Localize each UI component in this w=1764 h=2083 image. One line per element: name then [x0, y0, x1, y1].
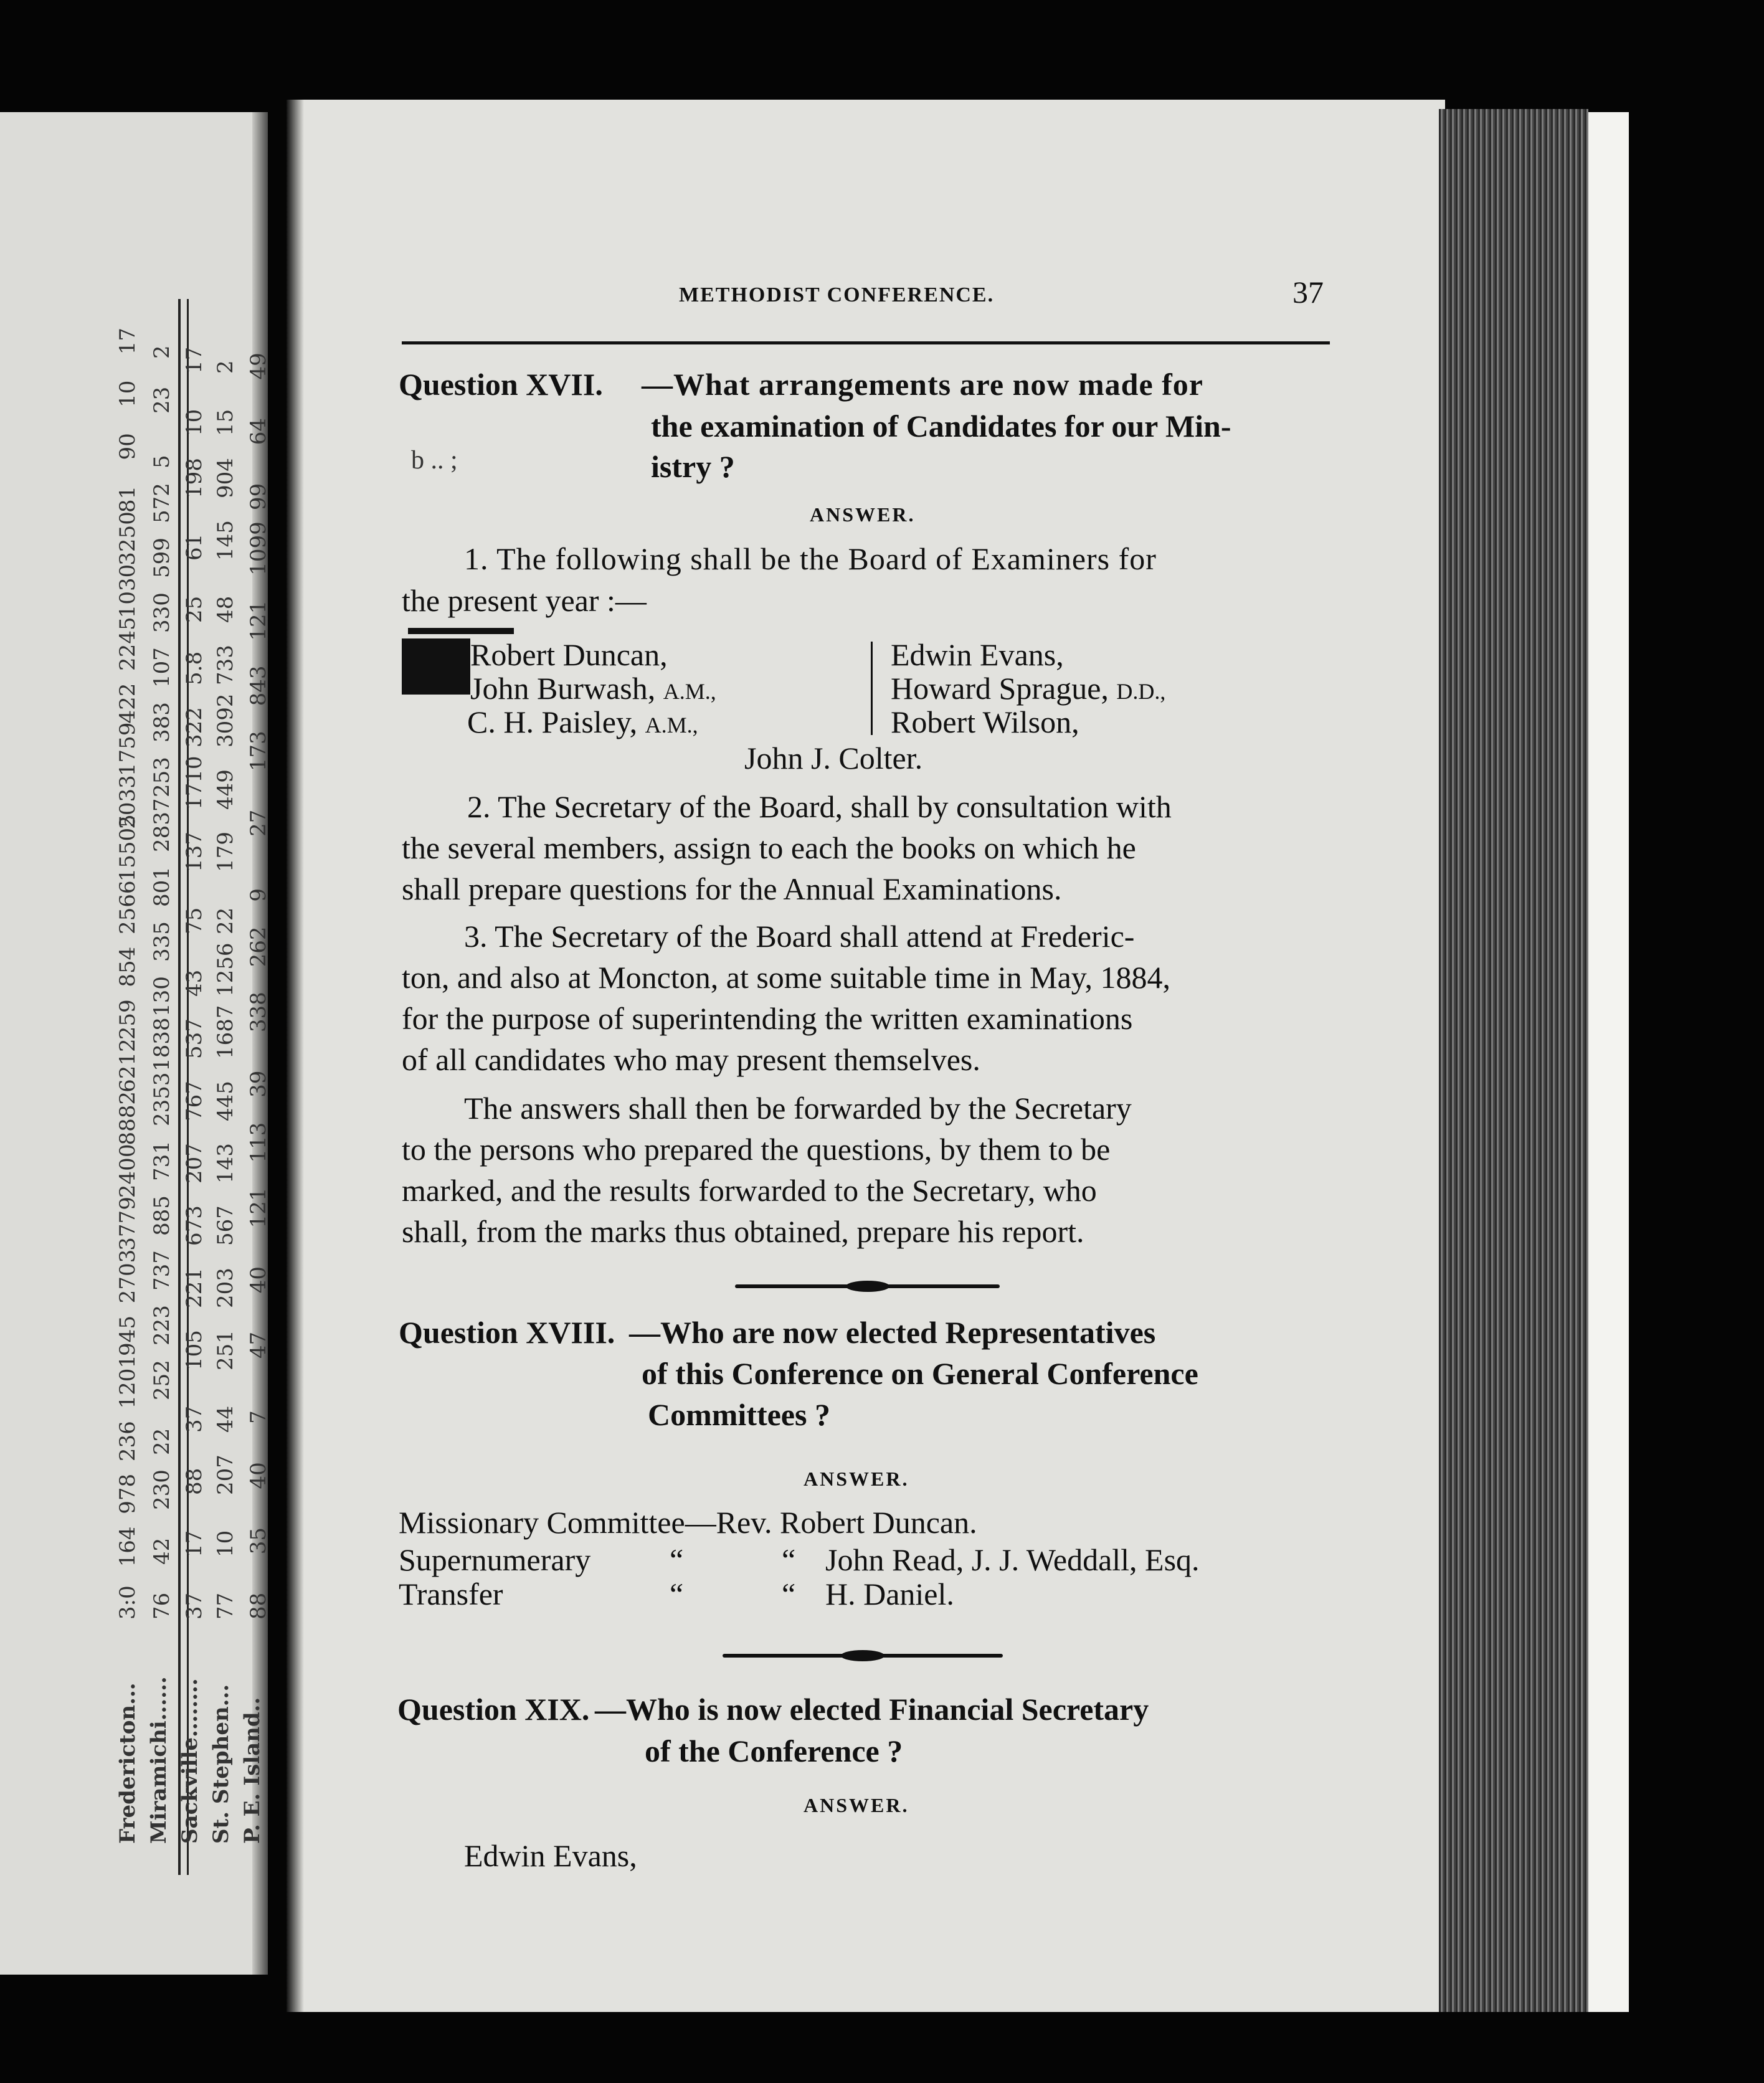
q18-row-supernumerary-name: John Read, J. J. Weddall, Esq. [825, 1542, 1200, 1577]
q17-p4-line1: The answers shall then be forwarded by the Secretary [464, 1091, 1132, 1126]
stats-cell: 61 [182, 533, 207, 561]
stats-cell: 731 [149, 1141, 174, 1181]
ink-blot [402, 638, 470, 695]
stats-cell: 44 [213, 1405, 238, 1433]
stats-cell: 2353 [149, 1072, 174, 1126]
stats-cell: 22 [149, 1428, 174, 1455]
q18-line3: Committees ? [648, 1397, 830, 1432]
stats-cell: 37 [182, 1592, 207, 1620]
stats-cell: 75 [182, 907, 207, 934]
q17-line3: istry ? [651, 449, 735, 484]
q18-row-supernumerary-ditto1: “ [670, 1542, 684, 1577]
stats-cell: 15505 [115, 814, 140, 882]
stats-cell: 42 [149, 1537, 174, 1565]
q17-p3-line3: for the purpose of superintending the written examinations [402, 1001, 1133, 1036]
stats-cell: 221 [182, 1268, 207, 1308]
stats-cell: 1099 [246, 521, 271, 576]
stats-cell: 383 [149, 702, 174, 743]
stats-cell: 88 [246, 1592, 271, 1620]
stats-cell: 143 [213, 1143, 238, 1184]
board-divider [871, 642, 873, 735]
q17-p2-line2: the several members, assign to each the books on which he [402, 830, 1136, 865]
q17-p4-line2: to the persons who prepared the questions, by them to be [402, 1132, 1111, 1167]
stats-cell: 3779 [115, 1197, 140, 1251]
stats-place-name: P. E. Island.. [240, 1697, 265, 1844]
q17-line2: the examination of Candidates for our Min- [651, 409, 1231, 444]
q19-line1: —Who is now elected Financial Secretary [595, 1692, 1149, 1727]
q17-label: Question XVII. [399, 367, 603, 402]
q17-p3-line2: ton, and also at Moncton, at some suitable time in May, 1884, [402, 960, 1171, 995]
stats-cell: 1710 [182, 756, 207, 810]
stats-cell: 322 [182, 707, 207, 747]
stats-cell: 49 [246, 353, 271, 380]
stats-cell: 733 [213, 645, 238, 685]
stats-place-name: St. Stephen... [209, 1684, 234, 1844]
stats-cell: 9 [246, 888, 271, 902]
stats-cell: 252 [149, 1360, 174, 1400]
stats-cell: 767 [182, 1081, 207, 1121]
stats-cell: 17 [115, 327, 140, 355]
stats-cell: 145 [213, 520, 238, 561]
stats-cell: 567 [213, 1205, 238, 1246]
stats-cell: 2703 [115, 1249, 140, 1304]
stats-cell: 5.8 [182, 651, 207, 685]
stats-cell: 203 [213, 1268, 238, 1308]
stats-cell: 130 [149, 976, 174, 1017]
board-right-3: Robert Wilson, [891, 705, 1079, 739]
q17-p4-line4: shall, from the marks thus obtained, prepare his report. [402, 1214, 1084, 1249]
stats-cell: 2033 [115, 775, 140, 829]
q19-answer-name: Edwin Evans, [464, 1838, 637, 1873]
stats-cell: 179 [213, 832, 238, 872]
stats-cell: 35 [246, 1527, 271, 1555]
stats-cell: 537 [182, 1018, 207, 1059]
stats-cell: 207 [182, 1143, 207, 1184]
stats-cell: 3092 [213, 693, 238, 747]
stats-cell: 137 [182, 832, 207, 872]
stats-cell: 801 [149, 866, 174, 907]
stats-cell: 27 [246, 809, 271, 837]
stats-cell: 164 [115, 1526, 140, 1567]
page-gutter [287, 100, 304, 2012]
stats-cell: 945 [115, 1316, 140, 1356]
stats-cell: 335 [149, 921, 174, 962]
stats-cell: 17 [182, 346, 207, 374]
stats-cell: 673 [182, 1205, 207, 1246]
stats-cell: 99 [246, 483, 271, 511]
q17-p1-line2: the present year :— [402, 583, 647, 618]
board-left-2: John Burwash, A.M., [470, 671, 716, 706]
page-edge-highlight [1588, 112, 1629, 2012]
q19-label: Question XIX. [397, 1692, 590, 1727]
stats-cell: 37 [182, 1405, 207, 1433]
stats-cell: 10 [213, 1530, 238, 1557]
stats-place-name: Sackville........ [178, 1678, 202, 1844]
ink-blot [408, 628, 514, 634]
stats-cell: 1256 [213, 942, 238, 997]
stats-cell: 251 [213, 1330, 238, 1370]
board-left-3: C. H. Paisley, A.M., [467, 705, 698, 739]
stats-cell: 76 [149, 1592, 174, 1620]
q18-answer-heading: ANSWER. [804, 1468, 909, 1490]
q18-row-transfer-committee: Transfer [399, 1577, 503, 1611]
q18-label: Question XVIII. [399, 1315, 615, 1350]
stats-cell: 259 [115, 999, 140, 1040]
stats-cell: 2 [213, 360, 238, 374]
stats-cell: 3250 [115, 511, 140, 566]
stats-cell: 599 [149, 538, 174, 578]
stats-cell: 449 [213, 769, 238, 810]
q18-row-transfer-ditto1: “ [670, 1577, 684, 1611]
stats-cell: 77 [213, 1592, 238, 1620]
q18-line2: of this Conference on General Conference [642, 1356, 1198, 1391]
q17-p4-line3: marked, and the results forwarded to the Secretary, who [402, 1173, 1097, 1208]
q17-p2-line3: shall prepare questions for the Annual Examinations. [402, 871, 1062, 906]
q18-row-supernumerary-ditto2: “ [782, 1542, 796, 1577]
stats-cell: 64 [246, 418, 271, 445]
stats-cell: 2245 [115, 617, 140, 671]
stats-cell: 198 [182, 458, 207, 498]
stats-cell: 121 [246, 1187, 271, 1228]
q18-row-transfer-name: H. Daniel. [825, 1577, 954, 1611]
stats-cell: 90 [115, 433, 140, 460]
stats-cell: 107 [149, 647, 174, 688]
stats-cell: 25 [182, 595, 207, 623]
stats-cell: 2400 [115, 1144, 140, 1198]
running-title: METHODIST CONFERENCE. [679, 283, 995, 306]
stats-cell: 15 [213, 409, 238, 436]
stats-cell: 5 [149, 455, 174, 468]
q17-line1: —What arrangements are now made for [642, 367, 1203, 402]
stats-cell: 422 [115, 683, 140, 724]
page-edges [1439, 109, 1588, 2012]
page-number: 37 [1292, 275, 1324, 310]
stats-row [149, 249, 172, 1844]
section-ornament [723, 1654, 1003, 1658]
stats-cell: 1030 [115, 564, 140, 619]
stats-cell: 737 [149, 1250, 174, 1291]
stats-cell: 338 [246, 992, 271, 1033]
stats-cell: 2566 [115, 880, 140, 934]
stats-cell: 236 [115, 1421, 140, 1462]
q17-p3-line1: 3. The Secretary of the Board shall attend at Frederic- [464, 919, 1135, 954]
margin-mark: b .. ; [411, 446, 458, 475]
stats-cell: 1687 [213, 1005, 238, 1059]
stats-cell: 48 [213, 595, 238, 623]
stats-cell: 6212 [115, 1038, 140, 1093]
stats-cell: 2 [149, 345, 174, 359]
stats-row [246, 249, 271, 1844]
q17-p3-line4: of all candidates who may present themselves. [402, 1042, 980, 1077]
q18-row-supernumerary-committee: Supernumerary [399, 1542, 591, 1577]
stats-cell: 173 [246, 731, 271, 772]
stats-cell: 885 [149, 1195, 174, 1236]
q19-line2: of the Conference ? [645, 1734, 903, 1768]
stats-place-name: Fredericton... [115, 1682, 140, 1844]
stats-cell: 40 [246, 1462, 271, 1489]
stats-cell: 10 [115, 380, 140, 407]
stats-cell: 81 [115, 485, 140, 513]
stats-cell: 121 [246, 600, 271, 641]
stats-cell: 43 [182, 969, 207, 997]
stats-cell: 230 [149, 1469, 174, 1510]
section-ornament [735, 1284, 1000, 1288]
board-center: John J. Colter. [744, 741, 923, 776]
stats-cell: 253 [149, 757, 174, 797]
stats-cell: 223 [149, 1305, 174, 1345]
stats-cell: 10 [182, 409, 207, 436]
stats-cell: 1201 [115, 1355, 140, 1409]
stats-cell: 7 [246, 1410, 271, 1424]
q19-answer-heading: ANSWER. [804, 1794, 909, 1816]
q18-row-missionary: Missionary Committee—Rev. Robert Duncan. [399, 1505, 977, 1540]
q17-p1-line1: 1. The following shall be the Board of Examiners for [464, 541, 1157, 576]
stats-cell: 3:0 [115, 1585, 140, 1620]
stats-cell: 854 [115, 946, 140, 987]
q18-row-transfer-ditto2: “ [782, 1577, 796, 1611]
stats-cell: 262 [246, 926, 271, 967]
board-right-1: Edwin Evans, [891, 637, 1064, 672]
stats-cell: 47 [246, 1331, 271, 1359]
stats-place-name: Miramichi...... [146, 1676, 171, 1844]
stats-cell: 207 [213, 1454, 238, 1495]
stats-cell: 330 [149, 592, 174, 633]
stats-row [182, 249, 207, 1844]
board-right-2: Howard Sprague, D.D., [891, 671, 1166, 706]
stats-cell: 843 [246, 665, 271, 706]
board-left-1: Robert Duncan, [470, 637, 668, 672]
stats-cell: 445 [213, 1081, 238, 1121]
stats-row [213, 249, 238, 1844]
stats-cell: 1759 [115, 722, 140, 777]
stats-cell: 105 [182, 1330, 207, 1370]
q17-p2-line1: 2. The Secretary of the Board, shall by consultation with [467, 789, 1172, 824]
stats-cell: 88 [182, 1468, 207, 1495]
header-rule [402, 341, 1330, 344]
stats-cell: 8882 [115, 1091, 140, 1146]
stats-cell: 113 [246, 1122, 271, 1163]
stats-cell: 2837 [149, 798, 174, 852]
stats-cell: 904 [213, 458, 238, 498]
stats-cell: 978 [115, 1473, 140, 1514]
q18-line1: —Who are now elected Representatives [629, 1315, 1156, 1350]
stats-cell: 23 [149, 386, 174, 414]
stats-cell: 572 [149, 483, 174, 523]
stats-cell: 22 [213, 907, 238, 934]
stats-cell: 40 [246, 1266, 271, 1294]
stats-cell: 39 [246, 1070, 271, 1098]
q17-answer-heading: ANSWER. [810, 503, 916, 526]
stats-cell: 1838 [149, 1017, 174, 1071]
stats-cell: 17 [182, 1530, 207, 1557]
